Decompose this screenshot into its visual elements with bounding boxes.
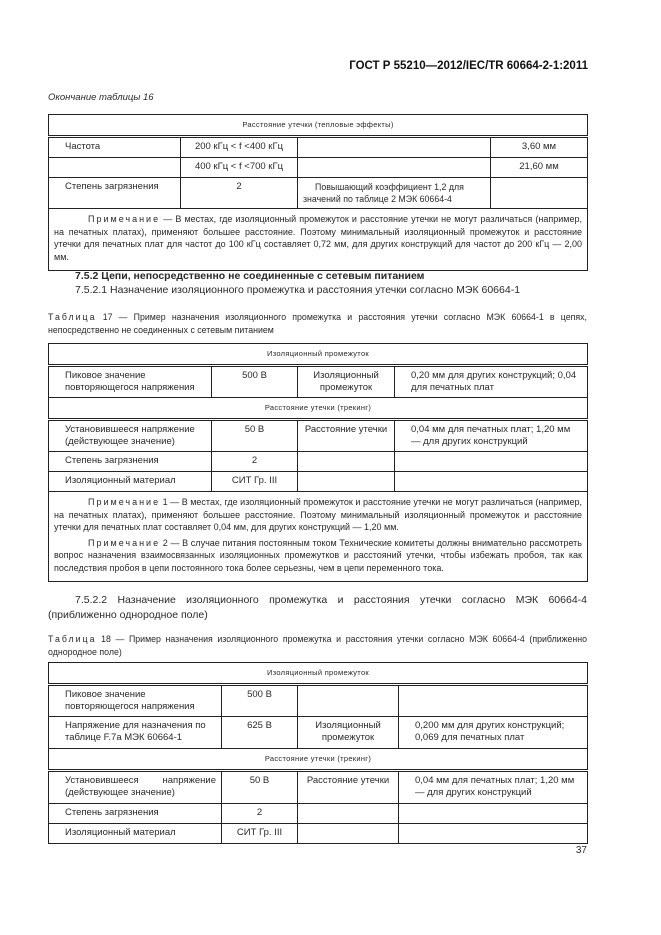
table-16 <box>48 114 588 271</box>
cell: 0,200 мм для других конструкций; 0,069 для печатных плат <box>399 717 588 749</box>
cell: 2 <box>181 178 298 209</box>
caption-label: Таблица <box>48 312 97 322</box>
cell: Пиковое значение повторяющегося напряжения <box>49 366 212 398</box>
cell: Напряжение для назначения по таблице F.7a МЭК 60664-1 <box>49 717 222 749</box>
cell: Частота <box>49 137 181 158</box>
cell: Расстояние утечки <box>298 420 395 452</box>
table-16-continuation-caption: Окончание таблицы 16 <box>48 92 154 103</box>
note-text: 2 — В случае питания постоянным током Технические комитеты должны внимательно рассмотреть вопрос назначения взаимосвязанных изоляционных промежутков и расстояний утечки, чтобы избежать пробоя, так как последствия пробоя в цепи постоянного тока более серьезны, чем в цепи переменного тока. <box>54 537 582 573</box>
note-label: Примечание <box>88 214 161 224</box>
cell: Установившееся напряжение (действующее значение) <box>49 771 222 804</box>
section-heading-7-5-2: 7.5.2 Цепи, непосредственно не соединенные с сетевым питанием <box>75 270 425 282</box>
cell: 0,04 мм для печатных плат; 1,20 мм — для других конструкций <box>399 771 588 804</box>
cell: Изоляционный промежуток <box>298 366 395 398</box>
table-17-caption <box>48 311 587 337</box>
cell: 21,60 мм <box>491 158 588 178</box>
section-heading-7-5-2-1: 7.5.2.1 Назначение изоляционного промежутка и расстояния утечки согласно МЭК 60664-1 <box>75 284 521 296</box>
cell: 50 В <box>222 771 298 804</box>
cell: Расстояние утечки <box>298 771 399 804</box>
cell: 50 В <box>212 420 298 452</box>
document-header: ГОСТ Р 55210—2012/IEC/TR 60664-2-1:2011 <box>349 60 588 72</box>
section-header: Изоляционный промежуток <box>49 663 588 685</box>
table-17 <box>48 343 588 582</box>
note-label: Примечание <box>88 537 161 548</box>
section-header: Расстояние утечки (тепловые эффекты) <box>49 115 588 137</box>
table-18-caption <box>48 633 587 659</box>
section-header: Расстояние утечки (трекинг) <box>49 749 588 771</box>
cell: СИТ Гр. III <box>212 472 298 492</box>
cell: Пиковое значение повторяющегося напряжения <box>49 685 222 717</box>
cell: 500 В <box>212 366 298 398</box>
cell: 2 <box>222 804 298 824</box>
cell: Изоляционный промежуток <box>298 717 399 749</box>
cell: 500 В <box>222 685 298 717</box>
cell: Степень загрязнения <box>49 178 181 209</box>
section-header: Изоляционный промежуток <box>49 344 588 366</box>
table-notes <box>49 492 588 582</box>
cell <box>298 158 491 178</box>
note-label: Примечание <box>88 497 161 507</box>
table-18 <box>48 662 588 844</box>
cell: Степень загрязнения <box>49 804 222 824</box>
cell: 0,20 мм для других конструкций; 0,04 для печатных плат <box>395 366 588 398</box>
cell: 625 В <box>222 717 298 749</box>
cell: 2 <box>212 452 298 472</box>
cell: 200 кГц < f <400 кГц <box>181 137 298 158</box>
caption-text: 18 — Пример назначения изоляционного промежутка и расстояния утечки согласно МЭК 60664-4 (приближенно однородное поле) <box>48 634 587 657</box>
cell <box>49 158 181 178</box>
table-note <box>49 209 588 271</box>
cell: Повышающий коэффициент 1,2 для значений по таблице 2 МЭК 60664-4 <box>298 178 491 209</box>
cell: 3,60 мм <box>491 137 588 158</box>
section-header: Расстояние утечки (трекинг) <box>49 398 588 420</box>
note-text: — В местах, где изоляционный промежуток и расстояние утечки не могут различаться (например, на печатных платах), применяют большее расстояние. Поэтому минимальный изоляционный промежуток и расстояние утечки для печатных плат для частот до 100 кГц составляет 0,72 мм, для других конструкций для частот до 200 кГц — 2,00 мм. <box>54 214 582 262</box>
caption-text: 17 — Пример назначения изоляционного промежутка и расстояния утечки согласно МЭК 60664-1 в цепях, непосредственно не соединенных с сетевым питанием <box>48 312 587 335</box>
section-heading-7-5-2-2: 7.5.2.2 Назначение изоляционного промежутка и расстояния утечки согласно МЭК 60664-4 (приближенно однородное поле) <box>48 594 587 621</box>
cell <box>298 137 491 158</box>
cell <box>491 178 588 209</box>
caption-label: Таблица <box>48 634 97 644</box>
cell: Изоляционный материал <box>49 472 212 492</box>
cell: Степень загрязнения <box>49 452 212 472</box>
cell: 400 кГц < f <700 кГц <box>181 158 298 178</box>
note-text: 1 — В местах, где изоляционный промежуток и расстояние утечки не могут различаться (например, на печатных платах), применяют большее расстояние. Поэтому минимальный изоляционный промежуток и расстояние утечки для печатных плат составляет 0,04 мм, для других конструкций — 1,20 мм. <box>54 497 582 532</box>
cell: СИТ Гр. III <box>222 824 298 844</box>
cell: Изоляционный материал <box>49 824 222 844</box>
page-number: 37 <box>575 845 587 856</box>
cell: 0,04 мм для печатных плат; 1,20 мм — для других конструкций <box>395 420 588 452</box>
cell: Установившееся напряжение (действующее значение) <box>49 420 212 452</box>
